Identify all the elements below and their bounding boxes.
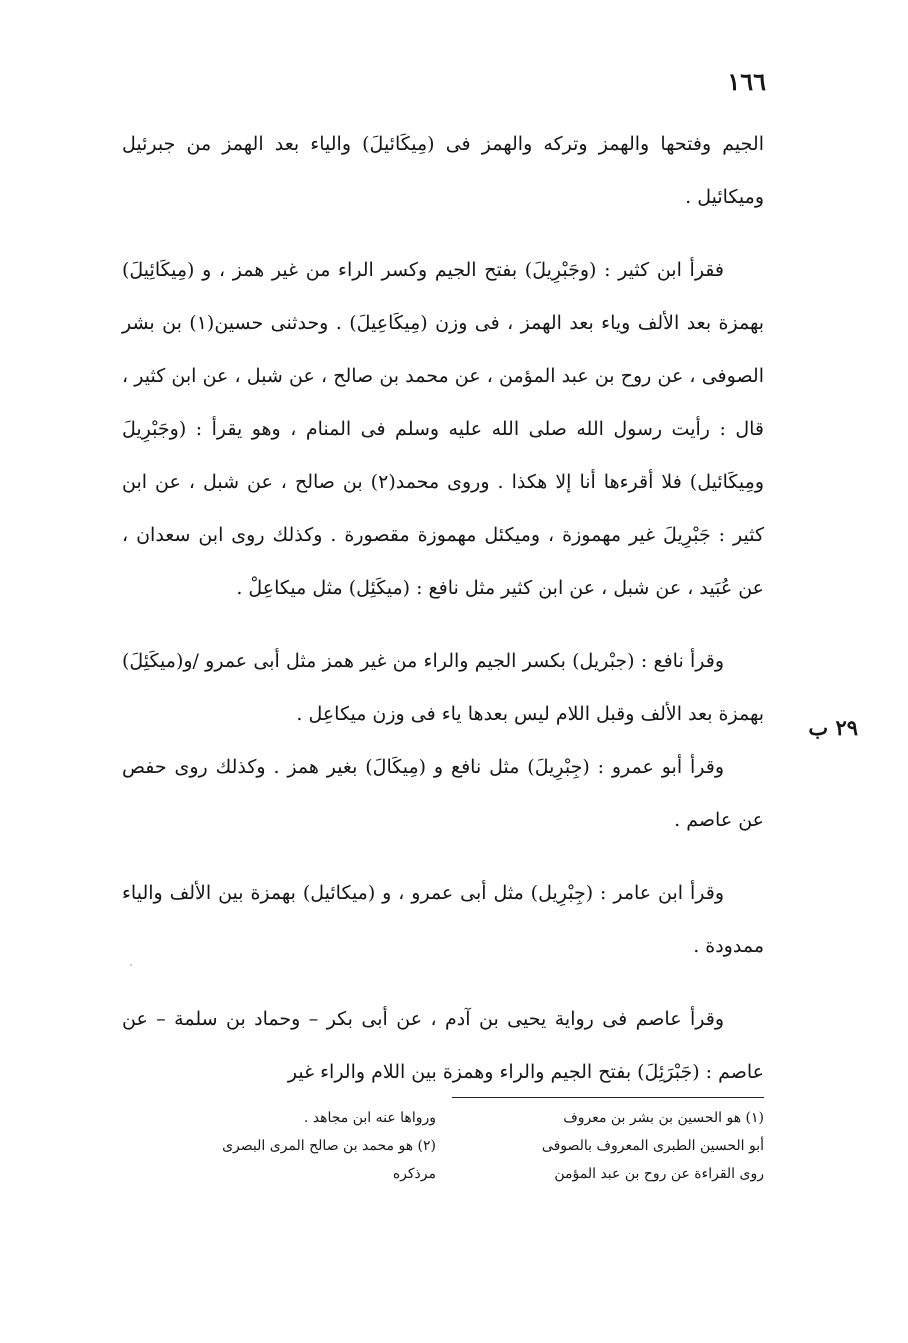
paper-speck	[130, 964, 132, 966]
paragraph-5: وقرأ ابن عامر : (جِبْرِيل) مثل أبى عمرو ، و (ميكائيل) بهمزة بين الألف والياء ممدودة .	[122, 882, 764, 957]
footnote-text: (١) هو الحسين بن بشر بن معروف	[563, 1110, 764, 1126]
paragraph-4: وقرأ أبو عمرو : (جِبْرِيلَ) مثل نافع و (مِيكَالَ) بغير همز . وكذلك روى حفص عن عاصم .	[122, 756, 764, 831]
footnote-text: أبو الحسين الطبرى المعروف بالصوفى	[541, 1138, 764, 1154]
paragraph-6: وقرأ عاصم فى رواية يحيى بن آدم ، عن أبى بكر – وحماد بن سلمة – عن عاصم : (جَبْرَئِلَ) بفتح الجيم والراء وهمزة بين اللام والراء غير	[122, 1008, 764, 1083]
footnote-text: روى القراءة عن روح بن عبد المؤمن	[554, 1166, 764, 1182]
paragraph-1: الجيم وفتحها والهمز وتركه والهمز فى (مِيكَائيلَ) والياء بعد الهمز من جبرئيل وميكائيل .	[122, 133, 764, 208]
page-number: ١٦٦	[727, 67, 766, 96]
footnote-rule	[452, 1097, 764, 1098]
footnote-line-2	[126, 1132, 764, 1160]
footnote-line-3	[126, 1160, 764, 1188]
footnote-line-1	[126, 1104, 764, 1132]
paragraph-2: فقرأ ابن كثير : (وجَبْرِيلَ) بفتح الجيم وكسر الراء من غير همز ، و (مِيكَائِيلَ) بهمزة بعد الألف وياء بعد الهمز ، فى وزن (مِيكَاعِيلَ) . وحدثنى حسين(١) بن بشر الصوفى ، عن روح بن عبد المؤمن ، عن محمد بن صالح ، عن شبل ، عن ابن كثير ، قال : رأيت رسول الله صلى الله عليه وسلم فى المنام ، وهو يقرأ : (وجَبْرِيلَ ومِيكَائيل) فلا أقرءها أنا إلا هكذا . وروى محمد(٢) بن صالح ، عن شبل ، عن ابن كثير : جَبْرِيلَ غير مهموزة ، وميكئل مهموزة مقصورة . وكذلك روى ابن سعدان ، عن عُبَيد ، عن شبل ، عن ابن كثير مثل نافع : (ميكَئِل) مثل ميكاعِلْ .	[122, 259, 764, 599]
footnote-text: ورواها عنه ابن مجاهد .	[303, 1110, 436, 1126]
footnotes	[126, 1104, 764, 1188]
main-text	[122, 118, 764, 1099]
paragraph-3: وقرأ نافع : (جبْريل) بكسر الجيم والراء من غير همز مثل أبى عمرو /و(ميكَئِلَ) بهمزة بعد الألف وقبل اللام ليس بعدها ياء فى وزن ميكاعِل .	[122, 650, 764, 725]
footnote-text: (٢) هو محمد بن صالح المرى البصرى	[222, 1138, 436, 1154]
footnote-text: مرذكره	[392, 1166, 436, 1182]
margin-folio-note: ٢٩ ب	[808, 715, 858, 740]
